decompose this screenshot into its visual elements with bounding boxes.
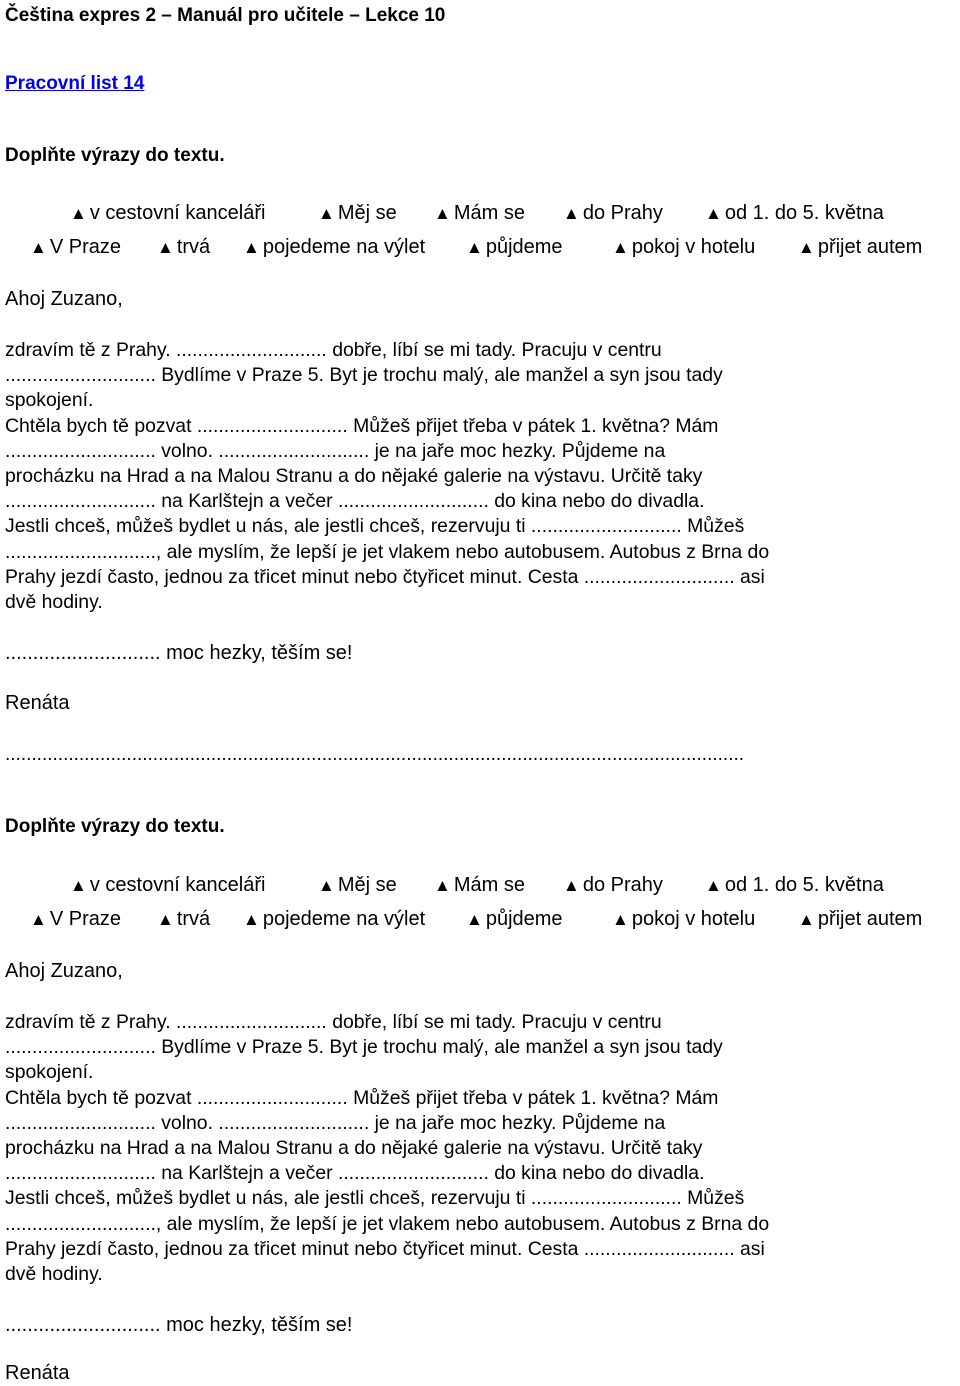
word-bank-item: ▲ půjdeme xyxy=(466,908,563,930)
letter-body xyxy=(5,338,960,615)
triangle-icon: ▲ xyxy=(318,204,335,223)
letter-line: ............................ volno. ............................ je na jaře moc hezky. Půjdeme na xyxy=(5,1111,666,1134)
letter-line: Prahy jezdí často, jednou za třicet minut nebo čtyřicet minut. Cesta ............................ asi xyxy=(5,1237,765,1260)
word-bank-item: ▲ v cestovní kanceláři xyxy=(70,874,266,896)
letter-line: ............................ Bydlíme v Praze 5. Byt je trochu malý, ale manžel a syn jsou tady xyxy=(5,364,723,387)
word-bank-item: ▲ půjdeme xyxy=(466,236,563,258)
letter-line: dvě hodiny. xyxy=(5,591,103,614)
letter-signature: Renáta xyxy=(5,692,70,714)
word-bank-item: ▲ pojedeme na výlet xyxy=(243,236,426,258)
letter-line: ............................, ale myslím, že lepší je jet vlakem nebo autobusem. Autobus z Brna do xyxy=(5,540,770,563)
letter-line: spokojení. xyxy=(5,1061,94,1084)
triangle-icon: ▲ xyxy=(798,238,815,257)
triangle-icon: ▲ xyxy=(798,910,815,929)
letter-line: Jestli chceš, můžeš bydlet u nás, ale jestli chceš, rezervuju ti ............................ Můžeš xyxy=(5,1187,745,1210)
letter-greeting: Ahoj Zuzano, xyxy=(5,288,123,310)
triangle-icon: ▲ xyxy=(563,876,580,895)
letter-line: Prahy jezdí často, jednou za třicet minut nebo čtyřicet minut. Cesta ............................ asi xyxy=(5,565,765,588)
word-bank-item: ▲ trvá xyxy=(157,236,211,258)
word-bank-item: ▲ v cestovní kanceláři xyxy=(70,202,266,224)
word-bank-item: ▲ Mám se xyxy=(434,874,525,896)
letter-signature: Renáta xyxy=(5,1362,70,1384)
letter-body xyxy=(5,1010,960,1287)
word-bank-item: ▲ přijet autem xyxy=(798,908,923,930)
triangle-icon: ▲ xyxy=(157,238,174,257)
letter-greeting: Ahoj Zuzano, xyxy=(5,960,123,982)
triangle-icon: ▲ xyxy=(70,204,87,223)
triangle-icon: ▲ xyxy=(434,204,451,223)
document-title: Čeština expres 2 – Manuál pro učitele – Lekce 10 xyxy=(5,5,446,26)
word-bank-item: ▲ pokoj v hotelu xyxy=(612,236,756,258)
triangle-icon: ▲ xyxy=(612,238,629,257)
word-bank-item: ▲ od 1. do 5. května xyxy=(705,202,884,224)
word-bank-item: ▲ do Prahy xyxy=(563,202,663,224)
word-bank-item: ▲ do Prahy xyxy=(563,874,663,896)
triangle-icon: ▲ xyxy=(612,910,629,929)
letter-line: ............................ Bydlíme v Praze 5. Byt je trochu malý, ale manžel a syn jsou tady xyxy=(5,1036,723,1059)
letter-line: ............................ na Karlštejn a večer ............................ do kina nebo do divadla. xyxy=(5,1162,705,1185)
word-bank-item: ▲ pokoj v hotelu xyxy=(612,908,756,930)
letter-line: procházku na Hrad a na Malou Stranu a do nějaké galerie na výstavu. Určitě taky xyxy=(5,465,703,488)
word-bank-item: ▲ trvá xyxy=(157,908,211,930)
word-bank-item: ▲ od 1. do 5. května xyxy=(705,874,884,896)
word-bank-item: ▲ V Praze xyxy=(30,908,121,930)
exercise-instruction: Doplňte výrazy do textu. xyxy=(5,816,225,837)
letter-line: Jestli chceš, můžeš bydlet u nás, ale jestli chceš, rezervuju ti ............................ Můžeš xyxy=(5,515,745,538)
triangle-icon: ▲ xyxy=(30,910,47,929)
letter-closing: ............................ moc hezky, těším se! xyxy=(5,1314,353,1336)
letter-line: ............................ volno. ............................ je na jaře moc hezky. Půjdeme na xyxy=(5,439,666,462)
word-bank-item: ▲ Měj se xyxy=(318,874,397,896)
triangle-icon: ▲ xyxy=(243,910,260,929)
letter-line: procházku na Hrad a na Malou Stranu a do nějaké galerie na výstavu. Určitě taky xyxy=(5,1137,703,1160)
word-bank-item: ▲ Mám se xyxy=(434,202,525,224)
word-bank-item: ▲ přijet autem xyxy=(798,236,923,258)
triangle-icon: ▲ xyxy=(157,910,174,929)
letter-line: zdravím tě z Prahy. ............................ dobře, líbí se mi tady. Pracuju v centru xyxy=(5,1011,662,1033)
letter-line: Chtěla bych tě pozvat ............................ Můžeš přijet třeba v pátek 1. května? Mám xyxy=(5,1086,719,1109)
triangle-icon: ▲ xyxy=(466,238,483,257)
triangle-icon: ▲ xyxy=(466,910,483,929)
word-bank-item: ▲ Měj se xyxy=(318,202,397,224)
letter-line: zdravím tě z Prahy. ............................ dobře, líbí se mi tady. Pracuju v centru xyxy=(5,339,662,361)
letter-line: spokojení. xyxy=(5,389,94,412)
letter-line: dvě hodiny. xyxy=(5,1263,103,1286)
triangle-icon: ▲ xyxy=(243,238,260,257)
word-bank-item: ▲ V Praze xyxy=(30,236,121,258)
section-divider: ............................................................................................................................................ xyxy=(5,744,745,765)
triangle-icon: ▲ xyxy=(70,876,87,895)
letter-line: ............................, ale myslím, že lepší je jet vlakem nebo autobusem. Autobus z Brna do xyxy=(5,1212,770,1235)
letter-line: Chtěla bych tě pozvat ............................ Můžeš přijet třeba v pátek 1. května? Mám xyxy=(5,414,719,437)
triangle-icon: ▲ xyxy=(563,204,580,223)
triangle-icon: ▲ xyxy=(705,876,722,895)
triangle-icon: ▲ xyxy=(318,876,335,895)
letter-closing: ............................ moc hezky, těším se! xyxy=(5,642,353,664)
word-bank-item: ▲ pojedeme na výlet xyxy=(243,908,426,930)
triangle-icon: ▲ xyxy=(705,204,722,223)
exercise-instruction: Doplňte výrazy do textu. xyxy=(5,145,225,166)
triangle-icon: ▲ xyxy=(434,876,451,895)
worksheet-link[interactable]: Pracovní list 14 xyxy=(5,73,145,94)
triangle-icon: ▲ xyxy=(30,238,47,257)
letter-line: ............................ na Karlštejn a večer ............................ do kina nebo do divadla. xyxy=(5,490,705,513)
